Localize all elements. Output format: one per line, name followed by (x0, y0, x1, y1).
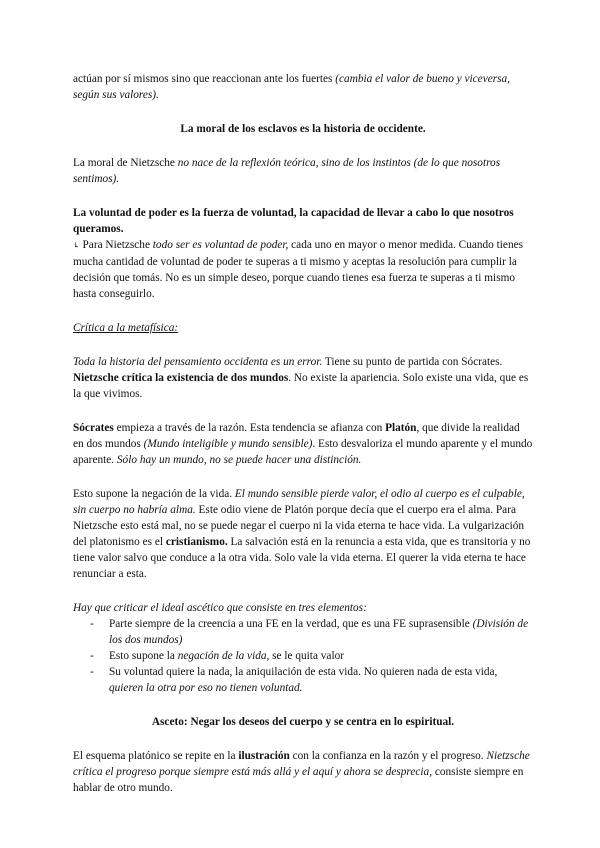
arrow-icon: ↳ (73, 241, 80, 250)
paragraph-continuation (73, 71, 533, 103)
list-item (73, 616, 533, 648)
text-italic: quieren la otra por eso no tienen voluntad. (109, 682, 303, 694)
text-bold: Nietzsche crítica la existencia de dos mundos (73, 372, 289, 384)
text-bold: cristianismo. (165, 536, 228, 548)
text: Este odio viene de Platón porque decía que el cuerpo era el alma. Para Nietzsche esto está mal, no se puede negar el cuerpo ni la vida eterna te hace vida. La vulgarización del platonismo es el (73, 504, 525, 548)
ideal-ascetico-list (73, 616, 533, 696)
paragraph-ideal-ascetico (73, 600, 533, 616)
text: se le quita valor (269, 650, 344, 662)
heading-moral-esclavos: La moral de los esclavos es la historia de occidente. (180, 123, 426, 135)
list-dash: - (90, 666, 94, 678)
text-bold: ilustración (238, 750, 290, 762)
text-italic: El mundo sensible pierde valor, el odio al cuerpo es el culpable, sin cuerpo no habría alma. (73, 488, 525, 516)
list-item (73, 664, 533, 696)
text: La salvación está en la renuncia a esta vida, que es transitoria y no tiene valor salvo que conduce a la otra vida. Solo vale la vida eterna. El querer la vida eterna te hace renunciar a esta. (73, 536, 531, 580)
text: . No existe la apariencia. Solo existe una vida, que es la que vivimos. (73, 372, 529, 400)
text: Parte siempre de la creencia a una FE en la verdad, que es una FE suprasensible (109, 618, 473, 630)
paragraph-esquema-platonico (73, 748, 533, 796)
text-italic: Nietzsche crítica el progreso porque siempre está más allá y el aquí y ahora se desprecia, (73, 750, 530, 778)
text: con la confianza en la razón y el progreso. (289, 750, 487, 762)
text: Para Nietzsche (79, 239, 153, 251)
paragraph-historia-pensamiento (73, 354, 533, 402)
text: El esquema platónico se repite en la (73, 750, 239, 762)
text-italic: Toda la historia del pensamiento occidenta es un error. (73, 356, 323, 368)
heading-asceto: Asceto: Negar los deseos del cuerpo y se centra en lo espiritual. (151, 716, 455, 728)
list-item (73, 648, 533, 664)
heading-critica-metafisica (73, 320, 533, 336)
paragraph-moral-nietzsche (73, 155, 533, 187)
text-italic: todo ser es voluntad de poder, (152, 239, 289, 251)
text: Esto supone la (109, 650, 178, 662)
text-italic: (cambia el valor de bueno y viceversa, según sus valores). (73, 73, 510, 101)
text-italic: no nace de la reflexión teórica, sino de los instintos (de lo que nosotros sentimos). (73, 157, 501, 185)
paragraph-socrates-platon (73, 420, 533, 468)
paragraph-voluntad-de-poder (73, 237, 533, 302)
text: Su voluntad quiere la nada, la aniquilación de esta vida. No quieren nada de esta vida, (109, 666, 498, 678)
text-italic: Sólo hay un mundo, no se puede hacer una distinción. (116, 454, 362, 466)
list-dash: - (90, 618, 94, 630)
text: Esto supone la negación de la vida. (73, 488, 235, 500)
text: Tiene su punto de partida con Sócrates. (322, 356, 503, 368)
list-dash: - (90, 650, 94, 662)
text-italic-underlined: Crítica a la metafísica: (73, 322, 179, 334)
text-italic: Hay que criticar el ideal ascético que consiste en tres elementos: (73, 602, 367, 614)
text: La moral de Nietzsche (73, 157, 178, 169)
text: empieza a través de la razón. Esta tendencia se afianza con (113, 422, 386, 434)
text: consiste siempre en hablar de otro mundo. (73, 766, 524, 794)
text: actúan por sí mismos sino que reaccionan ante los fuertes (73, 73, 336, 85)
text: cada uno en mayor o menor medida. Cuando tienes mucha cantidad de voluntad de poder te superas a ti mismo y aceptas la resolución para cumplir la decisión que tomás. No es un simple deseo, porque cuando tienes esa fuerza te superas a ti mismo hasta conseguirlo. (73, 239, 523, 300)
text: . Esto desvaloriza el mundo aparente y el mundo aparente. (73, 438, 533, 466)
text: , que divide la realidad en dos mundos (73, 422, 520, 450)
text-bold: Sócrates (73, 422, 114, 434)
text-italic: negación de la vida, (177, 650, 270, 662)
paragraph-negacion-vida (73, 486, 533, 582)
text-bold: Platón (385, 422, 417, 434)
text-italic: (División de los dos mundos) (109, 618, 529, 646)
heading-voluntad-de-poder: La voluntad de poder es la fuerza de voluntad, la capacidad de llevar a cabo lo que nosotros queramos. (73, 207, 514, 235)
text-italic: (Mundo inteligible y mundo sensible) (143, 438, 313, 450)
document-body (73, 71, 533, 796)
